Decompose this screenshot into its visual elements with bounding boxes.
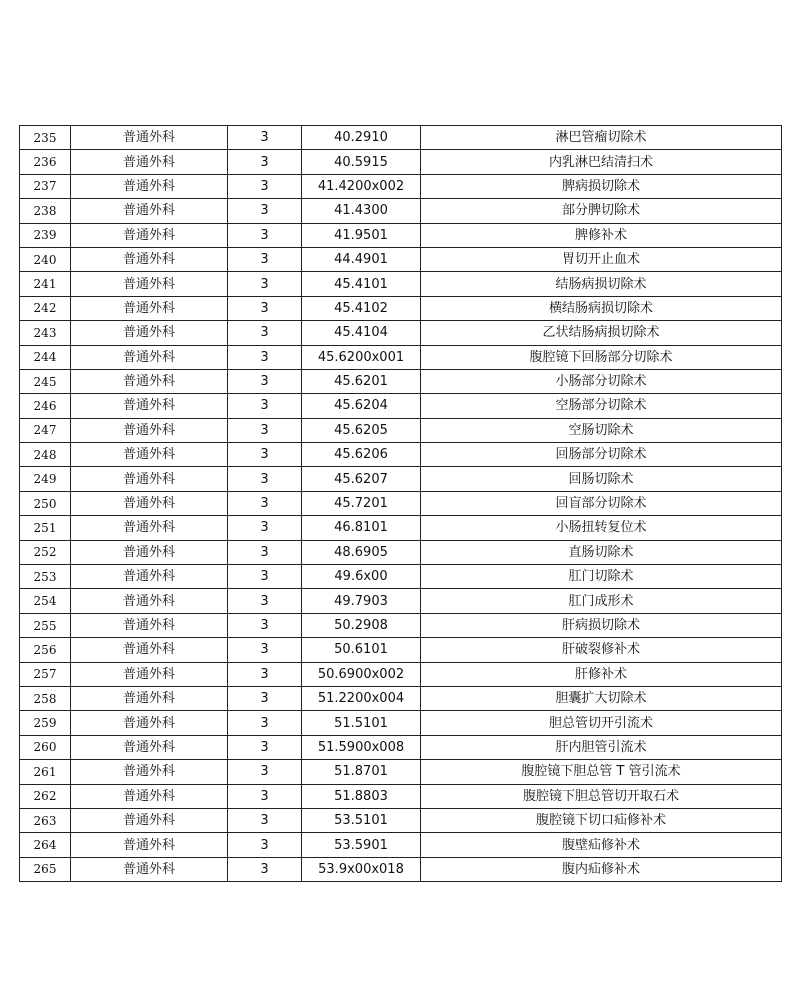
procedure-code-cell: 45.4104 — [302, 321, 421, 345]
level-cell: 3 — [228, 808, 302, 832]
department-cell: 普通外科 — [71, 589, 228, 613]
table-row — [20, 638, 782, 662]
level-cell: 3 — [228, 613, 302, 637]
level-cell: 3 — [228, 174, 302, 198]
level-cell: 3 — [228, 443, 302, 467]
level-cell: 3 — [228, 540, 302, 564]
table-row — [20, 565, 782, 589]
department-cell: 普通外科 — [71, 516, 228, 540]
procedure-name-cell: 部分脾切除术 — [421, 199, 782, 223]
level-cell: 3 — [228, 345, 302, 369]
level-cell: 3 — [228, 394, 302, 418]
level-cell: 3 — [228, 686, 302, 710]
row-number-cell: 239 — [20, 223, 71, 247]
department-cell: 普通外科 — [71, 272, 228, 296]
table-row — [20, 808, 782, 832]
procedure-name-cell: 内乳淋巴结清扫术 — [421, 150, 782, 174]
level-cell: 3 — [228, 150, 302, 174]
table-row — [20, 589, 782, 613]
procedure-code-cell: 50.2908 — [302, 613, 421, 637]
procedure-name-cell: 回肠切除术 — [421, 467, 782, 491]
row-number-cell: 235 — [20, 126, 71, 150]
table-row — [20, 174, 782, 198]
level-cell: 3 — [228, 784, 302, 808]
row-number-cell: 247 — [20, 418, 71, 442]
procedure-name-cell: 空肠切除术 — [421, 418, 782, 442]
procedure-name-cell: 胆总管切开引流术 — [421, 711, 782, 735]
procedure-code-cell: 44.4901 — [302, 247, 421, 271]
department-cell: 普通外科 — [71, 296, 228, 320]
procedure-code-cell: 45.6204 — [302, 394, 421, 418]
department-cell: 普通外科 — [71, 540, 228, 564]
procedure-name-cell: 直肠切除术 — [421, 540, 782, 564]
row-number-cell: 236 — [20, 150, 71, 174]
table-row — [20, 394, 782, 418]
department-cell: 普通外科 — [71, 711, 228, 735]
table-row — [20, 199, 782, 223]
department-cell: 普通外科 — [71, 345, 228, 369]
department-cell: 普通外科 — [71, 418, 228, 442]
level-cell: 3 — [228, 199, 302, 223]
row-number-cell: 240 — [20, 247, 71, 271]
procedure-name-cell: 脾病损切除术 — [421, 174, 782, 198]
level-cell: 3 — [228, 467, 302, 491]
level-cell: 3 — [228, 491, 302, 515]
row-number-cell: 249 — [20, 467, 71, 491]
procedure-code-cell: 51.2200x004 — [302, 686, 421, 710]
row-number-cell: 254 — [20, 589, 71, 613]
level-cell: 3 — [228, 711, 302, 735]
procedure-code-cell: 51.8803 — [302, 784, 421, 808]
table-row — [20, 223, 782, 247]
row-number-cell: 262 — [20, 784, 71, 808]
level-cell: 3 — [228, 418, 302, 442]
procedure-name-cell: 肝病损切除术 — [421, 613, 782, 637]
procedure-name-cell: 回肠部分切除术 — [421, 443, 782, 467]
procedure-name-cell: 腹腔镜下切口疝修补术 — [421, 808, 782, 832]
department-cell: 普通外科 — [71, 394, 228, 418]
row-number-cell: 258 — [20, 686, 71, 710]
procedure-code-cell: 53.9x00x018 — [302, 857, 421, 881]
procedure-name-cell: 腹内疝修补术 — [421, 857, 782, 881]
procedure-name-cell: 腹腔镜下胆总管切开取石术 — [421, 784, 782, 808]
table-row — [20, 686, 782, 710]
row-number-cell: 237 — [20, 174, 71, 198]
procedure-code-cell: 41.4200x002 — [302, 174, 421, 198]
level-cell: 3 — [228, 296, 302, 320]
row-number-cell: 242 — [20, 296, 71, 320]
table-row — [20, 345, 782, 369]
level-cell: 3 — [228, 833, 302, 857]
table-row — [20, 662, 782, 686]
level-cell: 3 — [228, 126, 302, 150]
procedure-name-cell: 肝内胆管引流术 — [421, 735, 782, 759]
row-number-cell: 255 — [20, 613, 71, 637]
procedure-name-cell: 空肠部分切除术 — [421, 394, 782, 418]
procedure-name-cell: 横结肠病损切除术 — [421, 296, 782, 320]
level-cell: 3 — [228, 589, 302, 613]
department-cell: 普通外科 — [71, 199, 228, 223]
level-cell: 3 — [228, 638, 302, 662]
row-number-cell: 259 — [20, 711, 71, 735]
row-number-cell: 244 — [20, 345, 71, 369]
department-cell: 普通外科 — [71, 638, 228, 662]
table-row — [20, 247, 782, 271]
department-cell: 普通外科 — [71, 126, 228, 150]
table-row — [20, 369, 782, 393]
procedure-name-cell: 回盲部分切除术 — [421, 491, 782, 515]
procedure-code-cell: 51.8701 — [302, 760, 421, 784]
procedure-code-cell: 45.7201 — [302, 491, 421, 515]
level-cell: 3 — [228, 247, 302, 271]
table-row — [20, 321, 782, 345]
table-row — [20, 711, 782, 735]
department-cell: 普通外科 — [71, 662, 228, 686]
procedure-name-cell: 肛门成形术 — [421, 589, 782, 613]
table-body — [20, 126, 782, 882]
department-cell: 普通外科 — [71, 565, 228, 589]
level-cell: 3 — [228, 857, 302, 881]
department-cell: 普通外科 — [71, 467, 228, 491]
table-row — [20, 516, 782, 540]
table-row — [20, 467, 782, 491]
row-number-cell: 260 — [20, 735, 71, 759]
table-row — [20, 150, 782, 174]
procedure-name-cell: 胆囊扩大切除术 — [421, 686, 782, 710]
procedure-name-cell: 淋巴管瘤切除术 — [421, 126, 782, 150]
procedure-name-cell: 腹腔镜下回肠部分切除术 — [421, 345, 782, 369]
procedure-code-cell: 46.8101 — [302, 516, 421, 540]
department-cell: 普通外科 — [71, 686, 228, 710]
department-cell: 普通外科 — [71, 735, 228, 759]
level-cell: 3 — [228, 272, 302, 296]
table-row — [20, 491, 782, 515]
procedure-code-cell: 53.5101 — [302, 808, 421, 832]
row-number-cell: 264 — [20, 833, 71, 857]
department-cell: 普通外科 — [71, 321, 228, 345]
procedure-code-cell: 41.9501 — [302, 223, 421, 247]
procedure-code-cell: 51.5900x008 — [302, 735, 421, 759]
procedure-code-cell: 45.4101 — [302, 272, 421, 296]
procedure-code-cell: 41.4300 — [302, 199, 421, 223]
row-number-cell: 251 — [20, 516, 71, 540]
table-row — [20, 443, 782, 467]
row-number-cell: 265 — [20, 857, 71, 881]
procedure-name-cell: 乙状结肠病损切除术 — [421, 321, 782, 345]
row-number-cell: 250 — [20, 491, 71, 515]
department-cell: 普通外科 — [71, 613, 228, 637]
department-cell: 普通外科 — [71, 369, 228, 393]
procedure-name-cell: 脾修补术 — [421, 223, 782, 247]
department-cell: 普通外科 — [71, 760, 228, 784]
table-row — [20, 540, 782, 564]
procedure-name-cell: 小肠部分切除术 — [421, 369, 782, 393]
table-row — [20, 735, 782, 759]
procedure-code-cell: 53.5901 — [302, 833, 421, 857]
row-number-cell: 253 — [20, 565, 71, 589]
department-cell: 普通外科 — [71, 833, 228, 857]
procedure-code-cell: 45.4102 — [302, 296, 421, 320]
procedure-code-cell: 51.5101 — [302, 711, 421, 735]
table-row — [20, 613, 782, 637]
department-cell: 普通外科 — [71, 223, 228, 247]
level-cell: 3 — [228, 369, 302, 393]
department-cell: 普通外科 — [71, 857, 228, 881]
procedure-table — [19, 125, 782, 882]
row-number-cell: 241 — [20, 272, 71, 296]
table-row — [20, 833, 782, 857]
row-number-cell: 248 — [20, 443, 71, 467]
row-number-cell: 261 — [20, 760, 71, 784]
procedure-name-cell: 肝破裂修补术 — [421, 638, 782, 662]
level-cell: 3 — [228, 516, 302, 540]
procedure-code-cell: 50.6900x002 — [302, 662, 421, 686]
level-cell: 3 — [228, 760, 302, 784]
department-cell: 普通外科 — [71, 247, 228, 271]
procedure-code-cell: 50.6101 — [302, 638, 421, 662]
procedure-code-cell: 45.6200x001 — [302, 345, 421, 369]
procedure-code-cell: 48.6905 — [302, 540, 421, 564]
procedure-name-cell: 腹腔镜下胆总管 T 管引流术 — [421, 760, 782, 784]
department-cell: 普通外科 — [71, 784, 228, 808]
row-number-cell: 245 — [20, 369, 71, 393]
level-cell: 3 — [228, 223, 302, 247]
department-cell: 普通外科 — [71, 808, 228, 832]
department-cell: 普通外科 — [71, 443, 228, 467]
procedure-code-cell: 45.6205 — [302, 418, 421, 442]
row-number-cell: 246 — [20, 394, 71, 418]
procedure-code-cell: 45.6206 — [302, 443, 421, 467]
procedure-code-cell: 49.7903 — [302, 589, 421, 613]
procedure-name-cell: 小肠扭转复位术 — [421, 516, 782, 540]
row-number-cell: 243 — [20, 321, 71, 345]
procedure-name-cell: 肛门切除术 — [421, 565, 782, 589]
table-row — [20, 272, 782, 296]
level-cell: 3 — [228, 321, 302, 345]
row-number-cell: 256 — [20, 638, 71, 662]
department-cell: 普通外科 — [71, 150, 228, 174]
table-row — [20, 296, 782, 320]
department-cell: 普通外科 — [71, 174, 228, 198]
procedure-name-cell: 结肠病损切除术 — [421, 272, 782, 296]
procedure-code-cell: 45.6201 — [302, 369, 421, 393]
table-row — [20, 760, 782, 784]
procedure-name-cell: 胃切开止血术 — [421, 247, 782, 271]
table-row — [20, 857, 782, 881]
table-row — [20, 126, 782, 150]
procedure-name-cell: 腹壁疝修补术 — [421, 833, 782, 857]
procedure-name-cell: 肝修补术 — [421, 662, 782, 686]
row-number-cell: 238 — [20, 199, 71, 223]
procedure-code-cell: 40.5915 — [302, 150, 421, 174]
row-number-cell: 252 — [20, 540, 71, 564]
table-row — [20, 418, 782, 442]
procedure-code-cell: 40.2910 — [302, 126, 421, 150]
procedure-code-cell: 45.6207 — [302, 467, 421, 491]
table-row — [20, 784, 782, 808]
level-cell: 3 — [228, 735, 302, 759]
procedure-code-cell: 49.6x00 — [302, 565, 421, 589]
level-cell: 3 — [228, 565, 302, 589]
level-cell: 3 — [228, 662, 302, 686]
row-number-cell: 263 — [20, 808, 71, 832]
department-cell: 普通外科 — [71, 491, 228, 515]
row-number-cell: 257 — [20, 662, 71, 686]
